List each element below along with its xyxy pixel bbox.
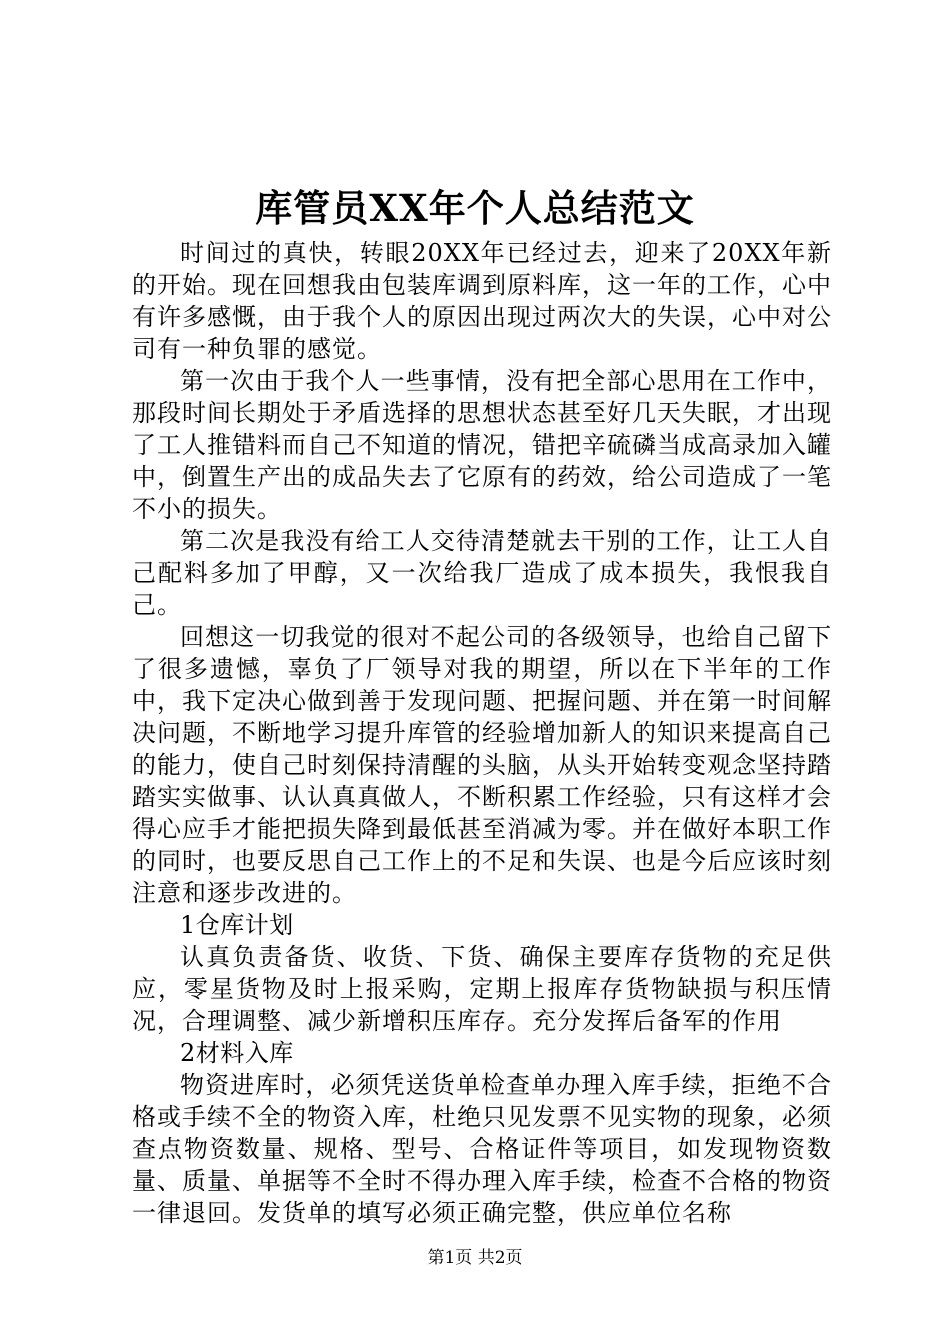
paragraph: 时间过的真快，转眼20XX年已经过去，迎来了20XX年新的开始。现在回想我由包装库调到原料库，这一年的工作，心中有许多感慨，由于我个人的原因出现过两次大的失误，心中对公司有一种负罪的感觉。 <box>132 239 832 363</box>
page-footer: 第1页 共2页 <box>427 1248 523 1268</box>
section-heading-material-storage: 2材料入库 <box>180 1039 294 1067</box>
section-heading-warehouse-plan: 1仓库计划 <box>180 911 294 939</box>
document-title: 库管员XX年个人总结范文 <box>255 186 695 230</box>
paragraph: 第一次由于我个人一些事情，没有把全部心思用在工作中，那段时间长期处于矛盾选择的思想状态甚至好几天失眠，才出现了工人推错料而自己不知道的情况，错把辛硫磷当成高录加入罐中，倒置生产出的成品失去了它原有的药效，给公司造成了一笔不小的损失。 <box>132 367 832 523</box>
paragraph: 第二次是我没有给工人交待清楚就去干别的工作，让工人自己配料多加了甲醇，又一次给我厂造成了成本损失，我恨我自己。 <box>132 527 832 619</box>
paragraph: 回想这一切我觉的很对不起公司的各级领导，也给自己留下了很多遗憾，辜负了厂领导对我的期望，所以在下半年的工作中，我下定决心做到善于发现问题、把握问题、并在第一时间解决问题，不断地学习提升库管的经验增加新人的知识来提高自己的能力，使自己时刻保持清醒的头脑，从头开始转变观念坚持踏踏实实做事、认认真真做人，不断积累工作经验，只有这样才会得心应手才能把损失降到最低甚至消减为零。并在做好本职工作的同时，也要反思自己工作上的不足和失误、也是今后应该时刻注意和逐步改进的。 <box>132 623 832 907</box>
paragraph: 认真负责备货、收货、下货、确保主要库存货物的充足供应，零星货物及时上报采购，定期上报库存货物缺损与积压情况，合理调整、减少新增积压库存。充分发挥后备军的作用 <box>132 943 832 1035</box>
paragraph: 物资进库时，必须凭送货单检查单办理入库手续，拒绝不合格或手续不全的物资入库，杜绝只见发票不见实物的现象，必须查点物资数量、规格、型号、合格证件等项目，如发现物资数量、质量、单据等不全时不得办理入库手续，检查不合格的物资一律退回。发货单的填写必须正确完整，供应单位名称 <box>132 1071 832 1227</box>
document-body <box>132 237 832 1229</box>
